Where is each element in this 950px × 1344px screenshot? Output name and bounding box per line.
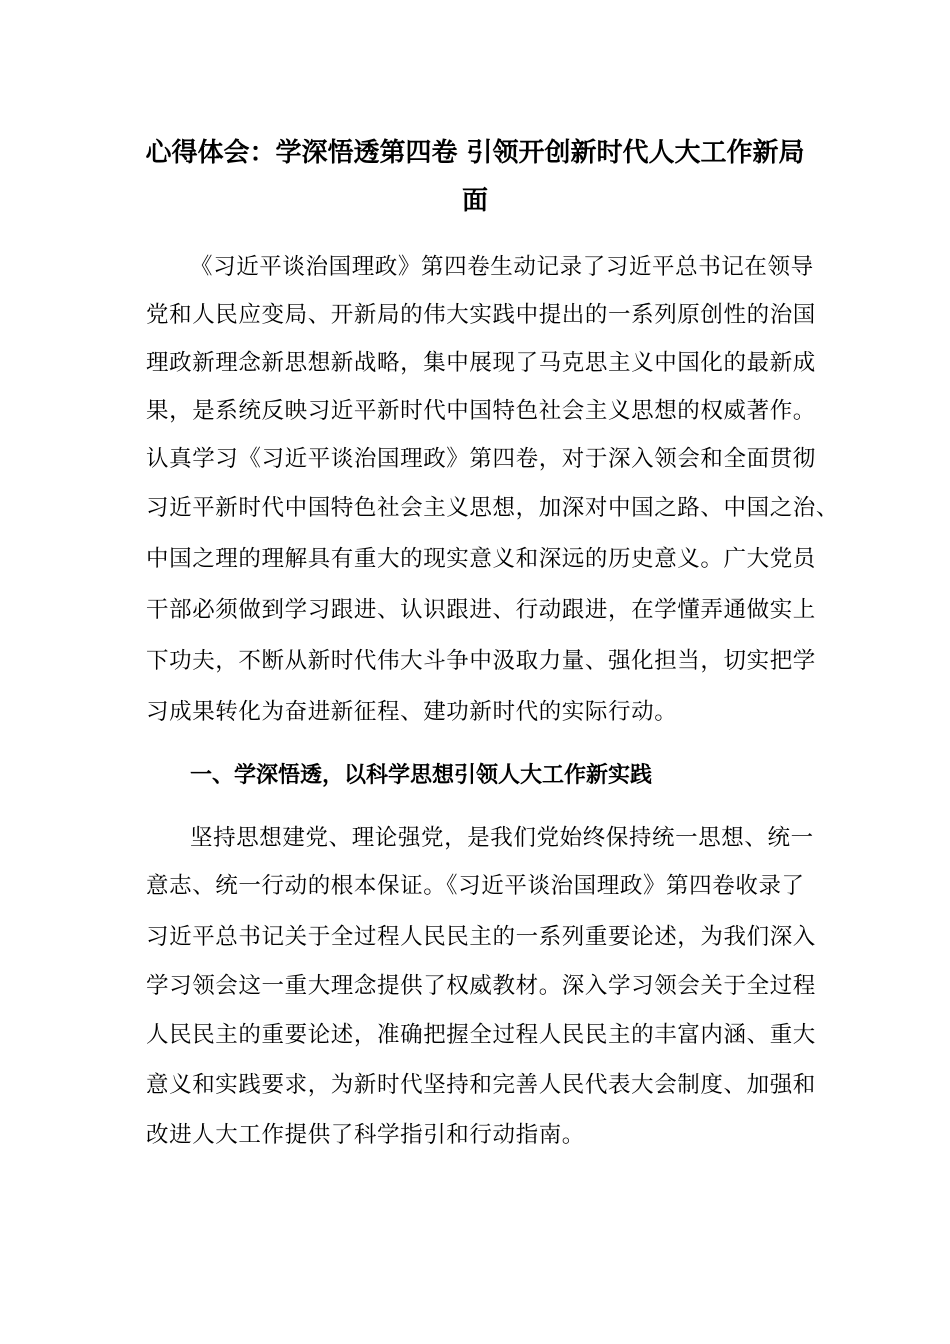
paragraph-1-line: 《习近平谈治国理政》第四卷生动记录了习近平总书记在领导: [190, 254, 814, 280]
paragraph-2-line: 改进人大工作提供了科学指引和行动指南。: [146, 1122, 585, 1148]
paragraph-1-line: 理政新理念新思想新战略，集中展现了马克思主义中国化的最新成: [146, 350, 816, 376]
paragraph-2-line: 学习领会这一重大理念提供了权威教材。深入学习领会关于全过程: [146, 973, 816, 999]
paragraph-1-line: 习近平新时代中国特色社会主义思想，加深对中国之路、中国之治、: [146, 495, 840, 521]
paragraph-1-line: 果，是系统反映习近平新时代中国特色社会主义思想的权威著作。: [146, 398, 816, 424]
paragraph-2-line: 意义和实践要求，为新时代坚持和完善人民代表大会制度、加强和: [146, 1072, 816, 1098]
paragraph-1-line: 认真学习《习近平谈治国理政》第四卷，对于深入领会和全面贯彻: [146, 446, 816, 472]
paragraph-2-line: 坚持思想建党、理论强党，是我们党始终保持统一思想、统一: [190, 825, 814, 851]
section-1-heading: 一、学深悟透，以科学思想引领人大工作新实践: [190, 763, 653, 788]
paragraph-1-line: 下功夫，不断从新时代伟大斗争中汲取力量、强化担当，切实把学: [146, 648, 816, 674]
paragraph-2-line: 意志、统一行动的根本保证。《习近平谈治国理政》第四卷收录了: [146, 873, 805, 899]
paragraph-1-line: 干部必须做到学习跟进、认识跟进、行动跟进，在学懂弄通做实上: [146, 597, 816, 623]
paragraph-2-line: 人民民主的重要论述，准确把握全过程人民民主的丰富内涵、重大: [146, 1022, 816, 1048]
paragraph-1-line: 党和人民应变局、开新局的伟大实践中提出的一系列原创性的治国: [146, 302, 816, 328]
paragraph-2-line: 习近平总书记关于全过程人民民主的一系列重要论述，为我们深入: [146, 924, 816, 950]
paragraph-1-line: 中国之理的理解具有重大的现实意义和深远的历史意义。广大党员: [146, 546, 816, 572]
document-title-line-2: 面: [461, 186, 488, 216]
document-title-line-1: 心得体会：学深悟透第四卷 引领开创新时代人大工作新局: [145, 138, 805, 168]
paragraph-1-line: 习成果转化为奋进新征程、建功新时代的实际行动。: [146, 699, 678, 725]
